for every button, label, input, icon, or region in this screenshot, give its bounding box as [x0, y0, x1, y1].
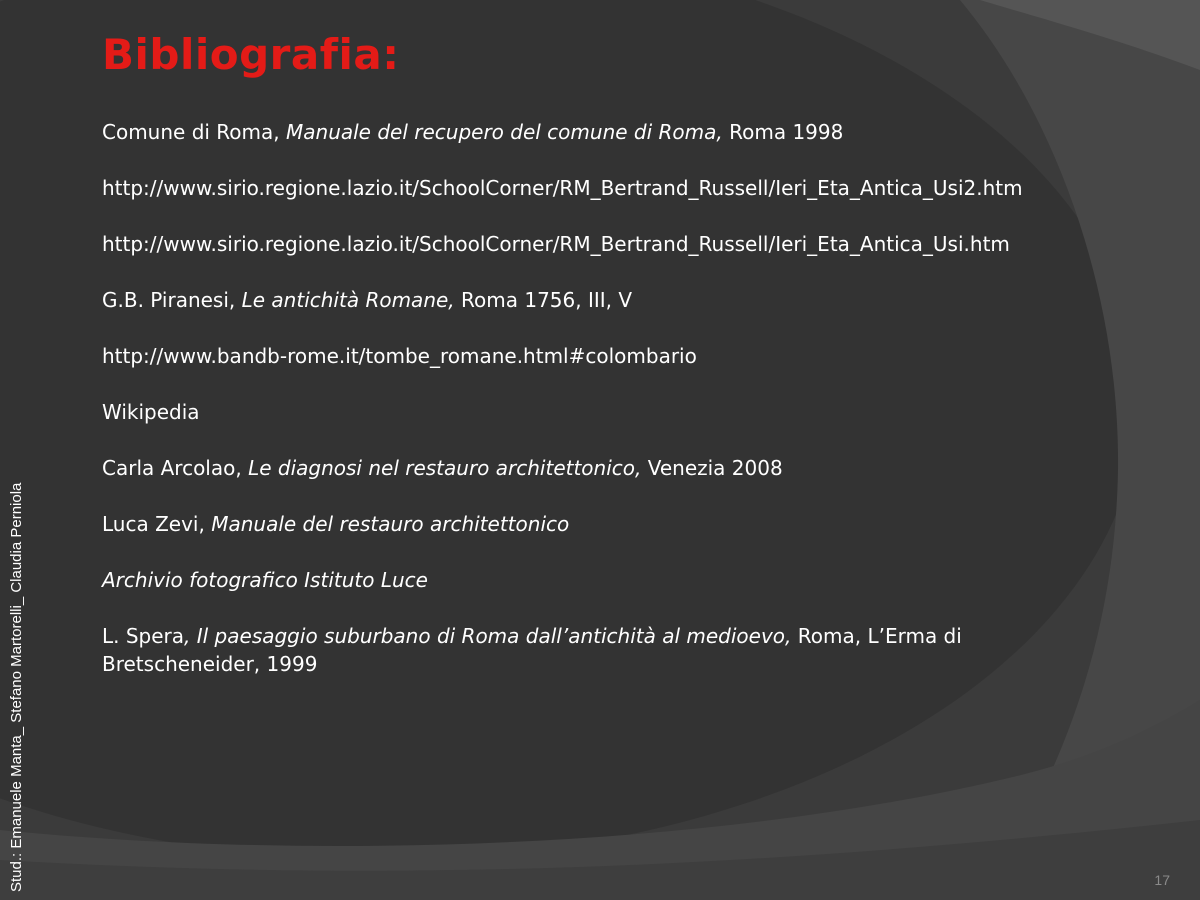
- entry-text: G.B. Piranesi,: [102, 288, 242, 312]
- bibliography-entry: [102, 566, 1092, 594]
- bibliography-entry: [102, 118, 1092, 146]
- bibliography-link[interactable]: [102, 230, 1092, 258]
- bibliography-link[interactable]: [102, 342, 1092, 370]
- bibliography-link[interactable]: [102, 174, 1092, 202]
- entry-text: Venezia 2008: [641, 456, 783, 480]
- entry-text: Comune di Roma,: [102, 120, 286, 144]
- entry-text: Roma, L’Erma di Bretscheneider, 1999: [102, 624, 962, 676]
- entry-text: Carla Arcolao,: [102, 456, 249, 480]
- entry-url[interactable]: http://www.sirio.regione.lazio.it/SchoolCorner/RM_Bertrand_Russell/Ieri_Eta_Antica_Usi2.htm: [102, 176, 1023, 200]
- entry-title: Le antichità Romane,: [241, 288, 455, 312]
- page-number: 17: [1154, 872, 1170, 888]
- entry-text: Wikipedia: [102, 400, 200, 424]
- entry-title: Archivio fotografico Istituto Luce: [102, 568, 428, 592]
- bibliography-list: [102, 118, 1092, 706]
- entry-title: Manuale del recupero del comune di Roma,: [286, 120, 723, 144]
- entry-title: Le diagnosi nel restauro architettonico,: [248, 456, 642, 480]
- entry-title: , Il paesaggio suburbano di Roma dall’antichità al medioevo,: [184, 624, 792, 648]
- author-credit: Stud.: Emanuele Manta_ Stefano Martorelli_ Claudia Perniola: [8, 482, 25, 892]
- bibliography-entry: [102, 286, 1092, 314]
- entry-url[interactable]: http://www.sirio.regione.lazio.it/SchoolCorner/RM_Bertrand_Russell/Ieri_Eta_Antica_Usi.htm: [102, 232, 1010, 256]
- entry-text: Roma 1998: [722, 120, 844, 144]
- bibliography-entry: [102, 510, 1092, 538]
- bibliography-entry: [102, 454, 1092, 482]
- slide-title: Bibliografia:: [102, 30, 400, 79]
- entry-title: Manuale del restauro architettonico: [211, 512, 570, 536]
- bibliography-entry: [102, 622, 1092, 678]
- entry-text: Luca Zevi,: [102, 512, 212, 536]
- entry-text: L. Spera: [102, 624, 185, 648]
- entry-url[interactable]: http://www.bandb-rome.it/tombe_romane.html#colombario: [102, 344, 697, 368]
- entry-text: Roma 1756, III, V: [454, 288, 633, 312]
- bibliography-entry: [102, 398, 1092, 426]
